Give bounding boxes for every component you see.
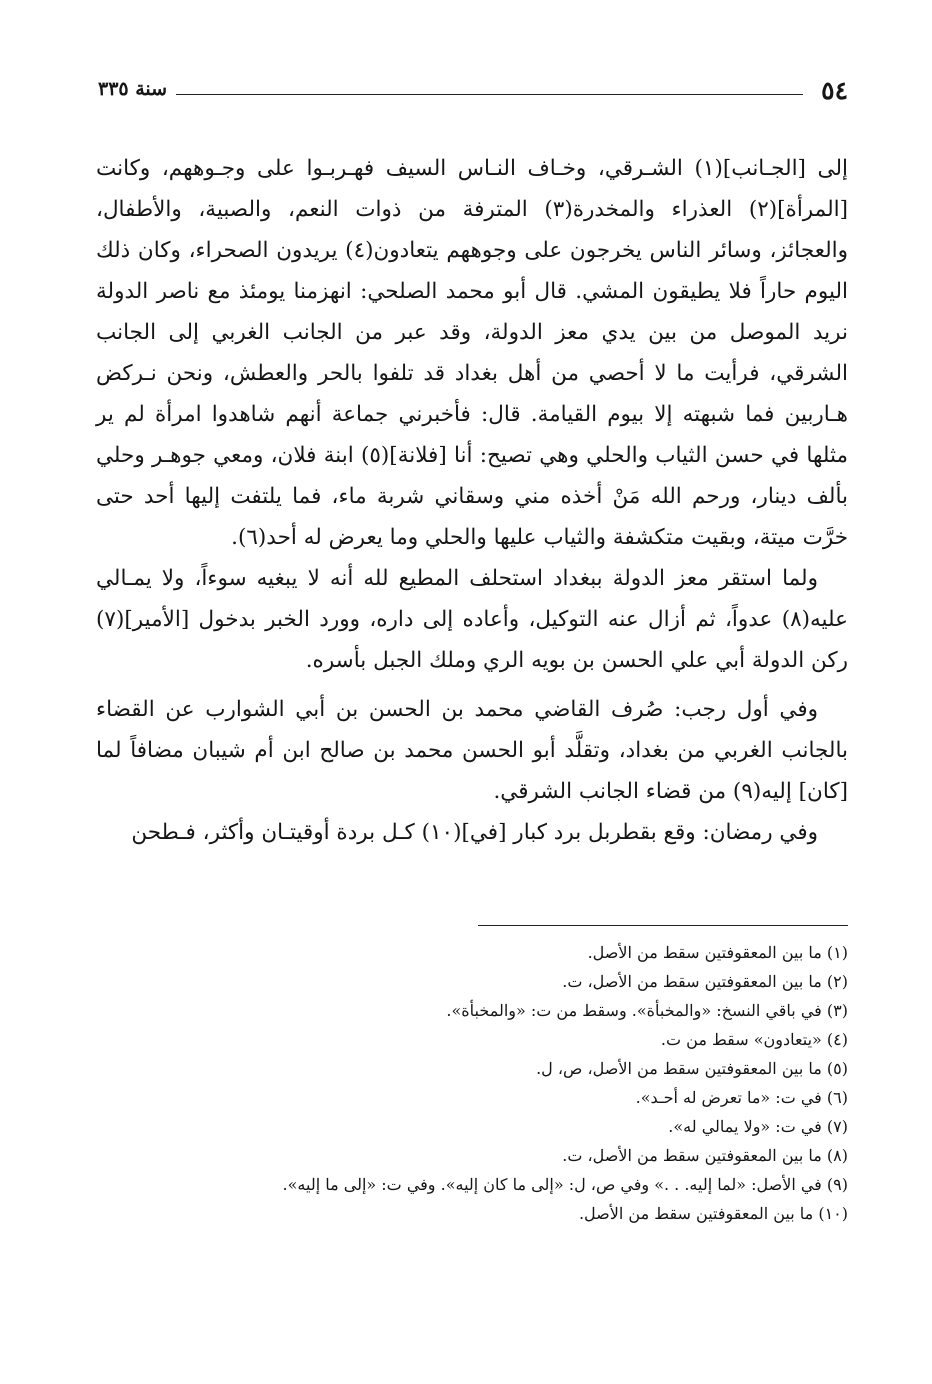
footnote: (٨) ما بين المعقوفتين سقط من الأصل، ت. xyxy=(562,1146,848,1165)
footnote: (٧) في ت: «ولا يمالي له». xyxy=(668,1117,848,1136)
page-header xyxy=(96,70,848,114)
footnote: (٣) في باقي النسخ: «والمخبأة». وسقط من ت: «والمخبأة». xyxy=(446,1001,848,1020)
footnote: (٤) «يتعادون» سقط من ت. xyxy=(660,1030,848,1049)
footnotes xyxy=(96,938,848,1228)
footnote: (٢) ما بين المعقوفتين سقط من الأصل، ت. xyxy=(562,972,848,991)
header-rule xyxy=(176,94,803,95)
page-number: ٥٤ xyxy=(821,76,848,105)
paragraph: وفي رمضان: وقع بقطربل برد كبار [في](١٠) كـل بردة أوقيتـان وأكثر، فـطحن xyxy=(131,820,818,845)
running-head-year: سنة ٣٣٥ xyxy=(98,78,168,100)
paragraph: ولما استقر معز الدولة ببغداد استحلف المطيع لله أنه لا يبغيه سوءاً، ولا يمـالي عليه(٨) عدواً، ثم أزال عنه التوكيل، وأعاده إلى داره، وورد الخبر بدخول [الأمير](٧) ركن الدولة أبي علي الحسن بن بويه الري وملك الجبل بأسره. xyxy=(96,566,848,673)
footnote: (٩) في الأصل: «لما إليه. . .» وفي ص، ل: «إلى ما كان إليه». وفي ت: «إلى ما إليه». xyxy=(282,1175,848,1194)
paragraph: وفي أول رجب: صُرف القاضي محمد بن الحسن بن أبي الشوارب عن القضاء بالجانب الغربي من بغداد، وتقلَّد أبو الحسن محمد بن صالح ابن أم شيبان مضافاً لما [كان] إليه(٩) من قضاء الجانب الشرقي. xyxy=(96,697,848,804)
main-text xyxy=(96,148,848,853)
paragraph: إلى [الجـانب](١) الشـرقي، وخـاف النـاس السيف فهـربـوا على وجـوههم، وكانت [المرأة](٢) العذراء والمخدرة(٣) المترفة من ذوات النعم، والصبية، والأطفال، والعجائز، وسائر الناس يخرجون على وجوههم يتعادون(٤) يريدون الصحراء، وكان ذلك اليوم حاراً فلا يطيقون المشي. قال أبو محمد الصلحي: انهزمنا يومئذ مع ناصر الدولة نريد الموصل من بين يدي معز الدولة، وقد عبر من الجانب الغربي إلى الجانب الشرقي، فرأيت ما لا أحصي من أهل بغداد قد تلفوا بالحر والعطش، ونحن نـركض هـاربين فما شبهته إلا بيوم القيامة. قال: فأخبرني جماعة أنهم شاهدوا امرأة لم ير مثلها في حسن الثياب والحلي وهي تصيح: أنا [فلانة](٥) ابنة فلان، ومعي جوهـر وحلي بألف دينار، ورحم الله مَنْ أخذه مني وسقاني شربة ماء، فما يلتفت إليها أحد حتى خرَّت ميتة، وبقيت متكشفة والثياب عليها والحلي وما يعرض له أحد(٦). xyxy=(96,156,848,550)
footnote-separator xyxy=(478,925,848,926)
footnote: (٦) في ت: «ما تعرض له أحـد». xyxy=(635,1088,848,1107)
footnote: (١) ما بين المعقوفتين سقط من الأصل. xyxy=(587,943,848,962)
footnote: (٥) ما بين المعقوفتين سقط من الأصل، ص، ل. xyxy=(536,1059,848,1078)
footnote: (١٠) ما بين المعقوفتين سقط من الأصل. xyxy=(578,1204,848,1223)
book-page xyxy=(96,70,848,1300)
